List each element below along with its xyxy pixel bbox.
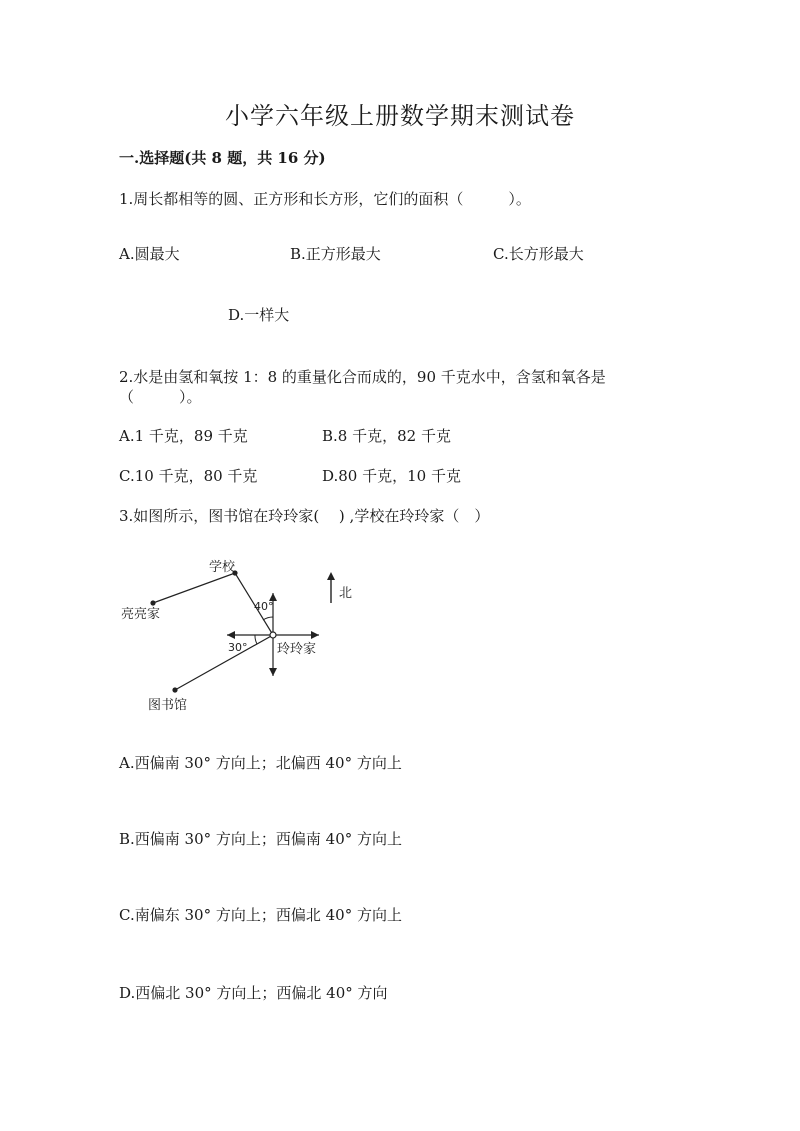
question-1-option-b: B.正方形最大 <box>290 245 381 263</box>
angle-40-arc <box>263 617 273 620</box>
question-2-option-d: D.80 千克，10 千克 <box>322 467 461 485</box>
north-label: 北 <box>339 586 353 601</box>
question-1-option-c: C.长方形最大 <box>493 245 584 263</box>
library-label: 图书馆 <box>148 698 188 713</box>
question-3-stem: 3.如图所示，图书馆在玲玲家( ) ,学校在玲玲家（ ） <box>119 507 490 525</box>
liangliang-label: 亮亮家 <box>121 607 161 622</box>
question-1-option-d: D.一样大 <box>228 306 290 324</box>
south-arrowhead <box>269 668 277 676</box>
lingling-point <box>270 632 276 638</box>
question-2-stem-line1: 2.水是由氢和氧按 1：8 的重量化合而成的，90 千克水中，含氢和氧各是 <box>119 368 606 386</box>
lingling-label: 玲玲家 <box>277 642 317 657</box>
question-1-option-a: A.圆最大 <box>119 245 180 263</box>
angle-30-arc <box>255 635 257 644</box>
angle-40-label: 40° <box>254 600 274 613</box>
question-2-option-b: B.8 千克，82 千克 <box>322 427 451 445</box>
question-3-option-c: C.南偏东 30° 方向上；西偏北 40° 方向上 <box>119 906 402 924</box>
west-arrowhead <box>227 631 235 639</box>
section-heading: 一.选择题(共 8 题，共 16 分) <box>119 149 326 167</box>
question-2-option-a: A.1 千克，89 千克 <box>119 427 248 445</box>
library-route-line <box>175 635 273 690</box>
north-indicator-arrowhead <box>327 572 335 580</box>
angle-30-label: 30° <box>228 641 248 654</box>
library-point <box>172 687 177 692</box>
question-2-stem-line2: （ ）。 <box>119 388 202 406</box>
liangliang-point <box>150 600 155 605</box>
page-title: 小学六年级上册数学期末测试卷 <box>225 102 575 130</box>
question-2-option-c: C.10 千克，80 千克 <box>119 467 258 485</box>
school-label: 学校 <box>209 560 236 575</box>
question-1-stem: 1.周长都相等的圆、正方形和长方形，它们的面积（ ）。 <box>119 190 531 208</box>
question-3-option-d: D.西偏北 30° 方向上；西偏北 40° 方向 <box>119 984 388 1002</box>
question-3-option-b: B.西偏南 30° 方向上；西偏南 40° 方向上 <box>119 830 403 848</box>
question-3-option-a: A.西偏南 30° 方向上；北偏西 40° 方向上 <box>119 754 402 772</box>
east-arrowhead <box>311 631 319 639</box>
direction-diagram <box>110 550 370 720</box>
